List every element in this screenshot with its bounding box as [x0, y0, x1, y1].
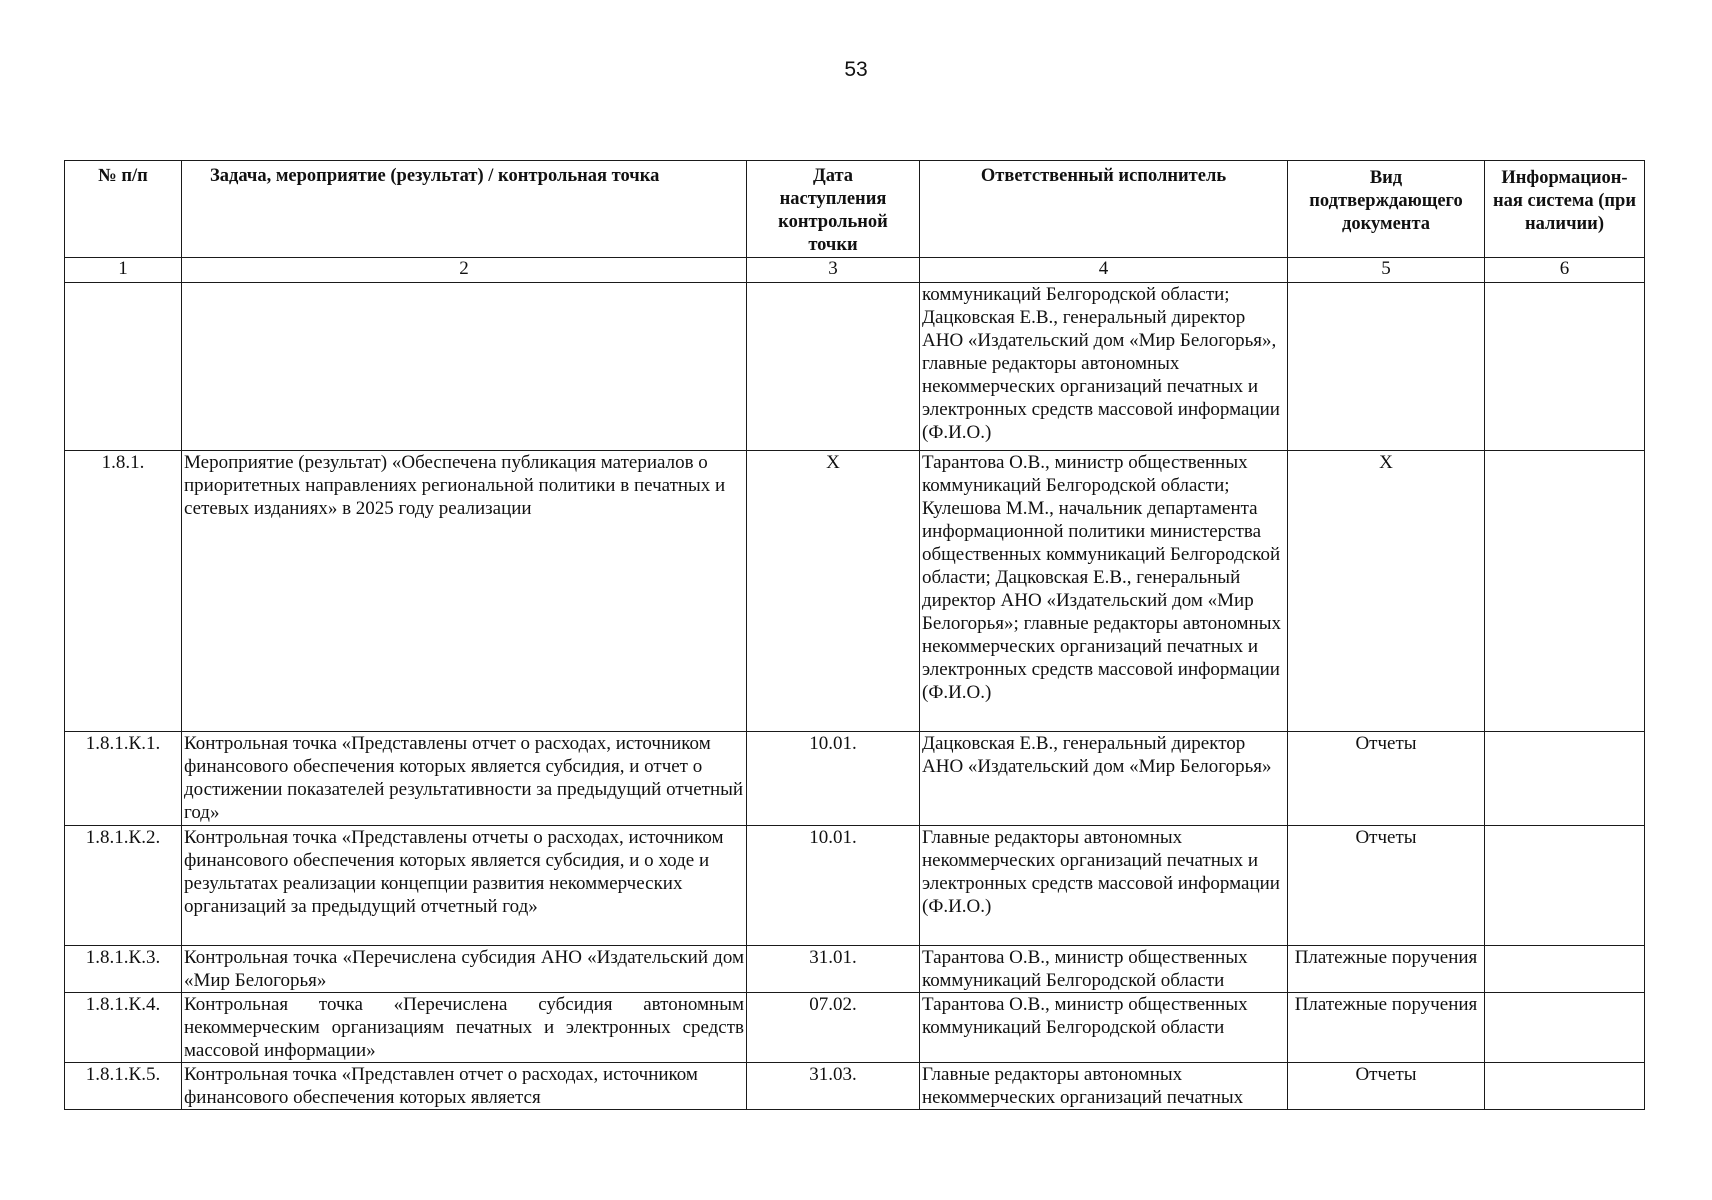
- executor-cell: Тарантова О.В., министр общественных коммуникаций Белгородской области; Кулешова М.М., начальник департамента информационной политики министерства общественных коммуникаций Белгородской области; Дацковская Е.В., генеральный директор АНО «Издательский дом «Мир Белогорья»; главные редакторы автономных некоммерческих организаций печатных и электронных средств массовой информации (Ф.И.О.): [920, 451, 1288, 732]
- table-row: [65, 283, 1645, 451]
- table-row: [65, 1063, 1645, 1110]
- document-type-cell: Отчеты: [1288, 1063, 1485, 1110]
- executor-cell: Главные редакторы автономных некоммерческих организаций печатных и электронных средств массовой информации (Ф.И.О.): [920, 826, 1288, 946]
- task-cell: Контрольная точка «Перечислена субсидия АНО «Издательский дом «Мир Белогорья»: [182, 946, 747, 993]
- executor-cell: Дацковская Е.В., генеральный директор АНО «Издательский дом «Мир Белогорья»: [920, 732, 1288, 826]
- table-row: [65, 732, 1645, 826]
- task-cell: Мероприятие (результат) «Обеспечена публикация материалов о приоритетных направлениях региональной политики в печатных и сетевых изданиях» в 2025 году реализации: [182, 451, 747, 732]
- date-cell: 31.03.: [747, 1063, 920, 1110]
- column-number: 5: [1288, 258, 1485, 283]
- executor-cell: коммуникаций Белгородской области; Дацковская Е.В., генеральный директор АНО «Издательский дом «Мир Белогорья», главные редакторы автономных некоммерческих организаций печатных и электронных средств массовой информации (Ф.И.О.): [920, 283, 1288, 451]
- column-header: № п/п: [65, 161, 182, 258]
- date-cell: 10.01.: [747, 732, 920, 826]
- document-type-cell: Отчеты: [1288, 732, 1485, 826]
- date-cell: 31.01.: [747, 946, 920, 993]
- table-row: [65, 946, 1645, 993]
- page-number: 53: [844, 58, 868, 81]
- control-points-table: [64, 160, 1645, 1110]
- date-cell: Х: [747, 451, 920, 732]
- row-number-cell: 1.8.1.К.3.: [65, 946, 182, 993]
- info-system-cell: [1485, 1063, 1645, 1110]
- table-row: [65, 826, 1645, 946]
- column-header: Задача, мероприятие (результат) / контрольная точка: [182, 161, 747, 258]
- info-system-cell: [1485, 283, 1645, 451]
- task-cell: Контрольная точка «Представлены отчеты о расходах, источником финансового обеспечения которых является субсидия, и о ходе и результатах реализации концепции развития некоммерческих организаций за предыдущий отчетный год»: [182, 826, 747, 946]
- executor-cell: Тарантова О.В., министр общественных коммуникаций Белгородской области: [920, 993, 1288, 1063]
- column-number: 2: [182, 258, 747, 283]
- document-type-cell: Х: [1288, 451, 1485, 732]
- column-header: Дата наступления контрольной точки: [747, 161, 920, 258]
- table-row: [65, 993, 1645, 1063]
- date-cell: 07.02.: [747, 993, 920, 1063]
- info-system-cell: [1485, 451, 1645, 732]
- executor-cell: Тарантова О.В., министр общественных коммуникаций Белгородской области: [920, 946, 1288, 993]
- row-number-cell: 1.8.1.К.2.: [65, 826, 182, 946]
- task-cell: Контрольная точка «Представлен отчет о расходах, источником финансового обеспечения которых является: [182, 1063, 747, 1110]
- row-number-cell: 1.8.1.К.5.: [65, 1063, 182, 1110]
- row-number-cell: 1.8.1.К.4.: [65, 993, 182, 1063]
- executor-cell: Главные редакторы автономных некоммерческих организаций печатных: [920, 1063, 1288, 1110]
- task-cell: Контрольная точка «Перечислена субсидия автономным некоммерческим организациям печатных и электронных средств массовой информации»: [182, 993, 747, 1063]
- document-type-cell: Отчеты: [1288, 826, 1485, 946]
- document-type-cell: Платежные поручения: [1288, 993, 1485, 1063]
- table-row: [65, 451, 1645, 732]
- task-cell: Контрольная точка «Представлены отчет о расходах, источником финансового обеспечения которых является субсидия, и отчет о достижении показателей результативности за предыдущий отчетный год»: [182, 732, 747, 826]
- task-cell: [182, 283, 747, 451]
- info-system-cell: [1485, 946, 1645, 993]
- column-number: 1: [65, 258, 182, 283]
- row-number-cell: [65, 283, 182, 451]
- info-system-cell: [1485, 993, 1645, 1063]
- column-number-row: [65, 258, 1645, 283]
- column-header: Информацион-ная система (при наличии): [1485, 161, 1645, 258]
- date-cell: 10.01.: [747, 826, 920, 946]
- column-header: Ответственный исполнитель: [920, 161, 1288, 258]
- column-number: 6: [1485, 258, 1645, 283]
- table-header-row: [65, 161, 1645, 258]
- row-number-cell: 1.8.1.: [65, 451, 182, 732]
- document-type-cell: [1288, 283, 1485, 451]
- info-system-cell: [1485, 732, 1645, 826]
- column-number: 3: [747, 258, 920, 283]
- date-cell: [747, 283, 920, 451]
- column-number: 4: [920, 258, 1288, 283]
- document-type-cell: Платежные поручения: [1288, 946, 1485, 993]
- info-system-cell: [1485, 826, 1645, 946]
- column-header: Вид подтверждающего документа: [1288, 161, 1485, 258]
- row-number-cell: 1.8.1.К.1.: [65, 732, 182, 826]
